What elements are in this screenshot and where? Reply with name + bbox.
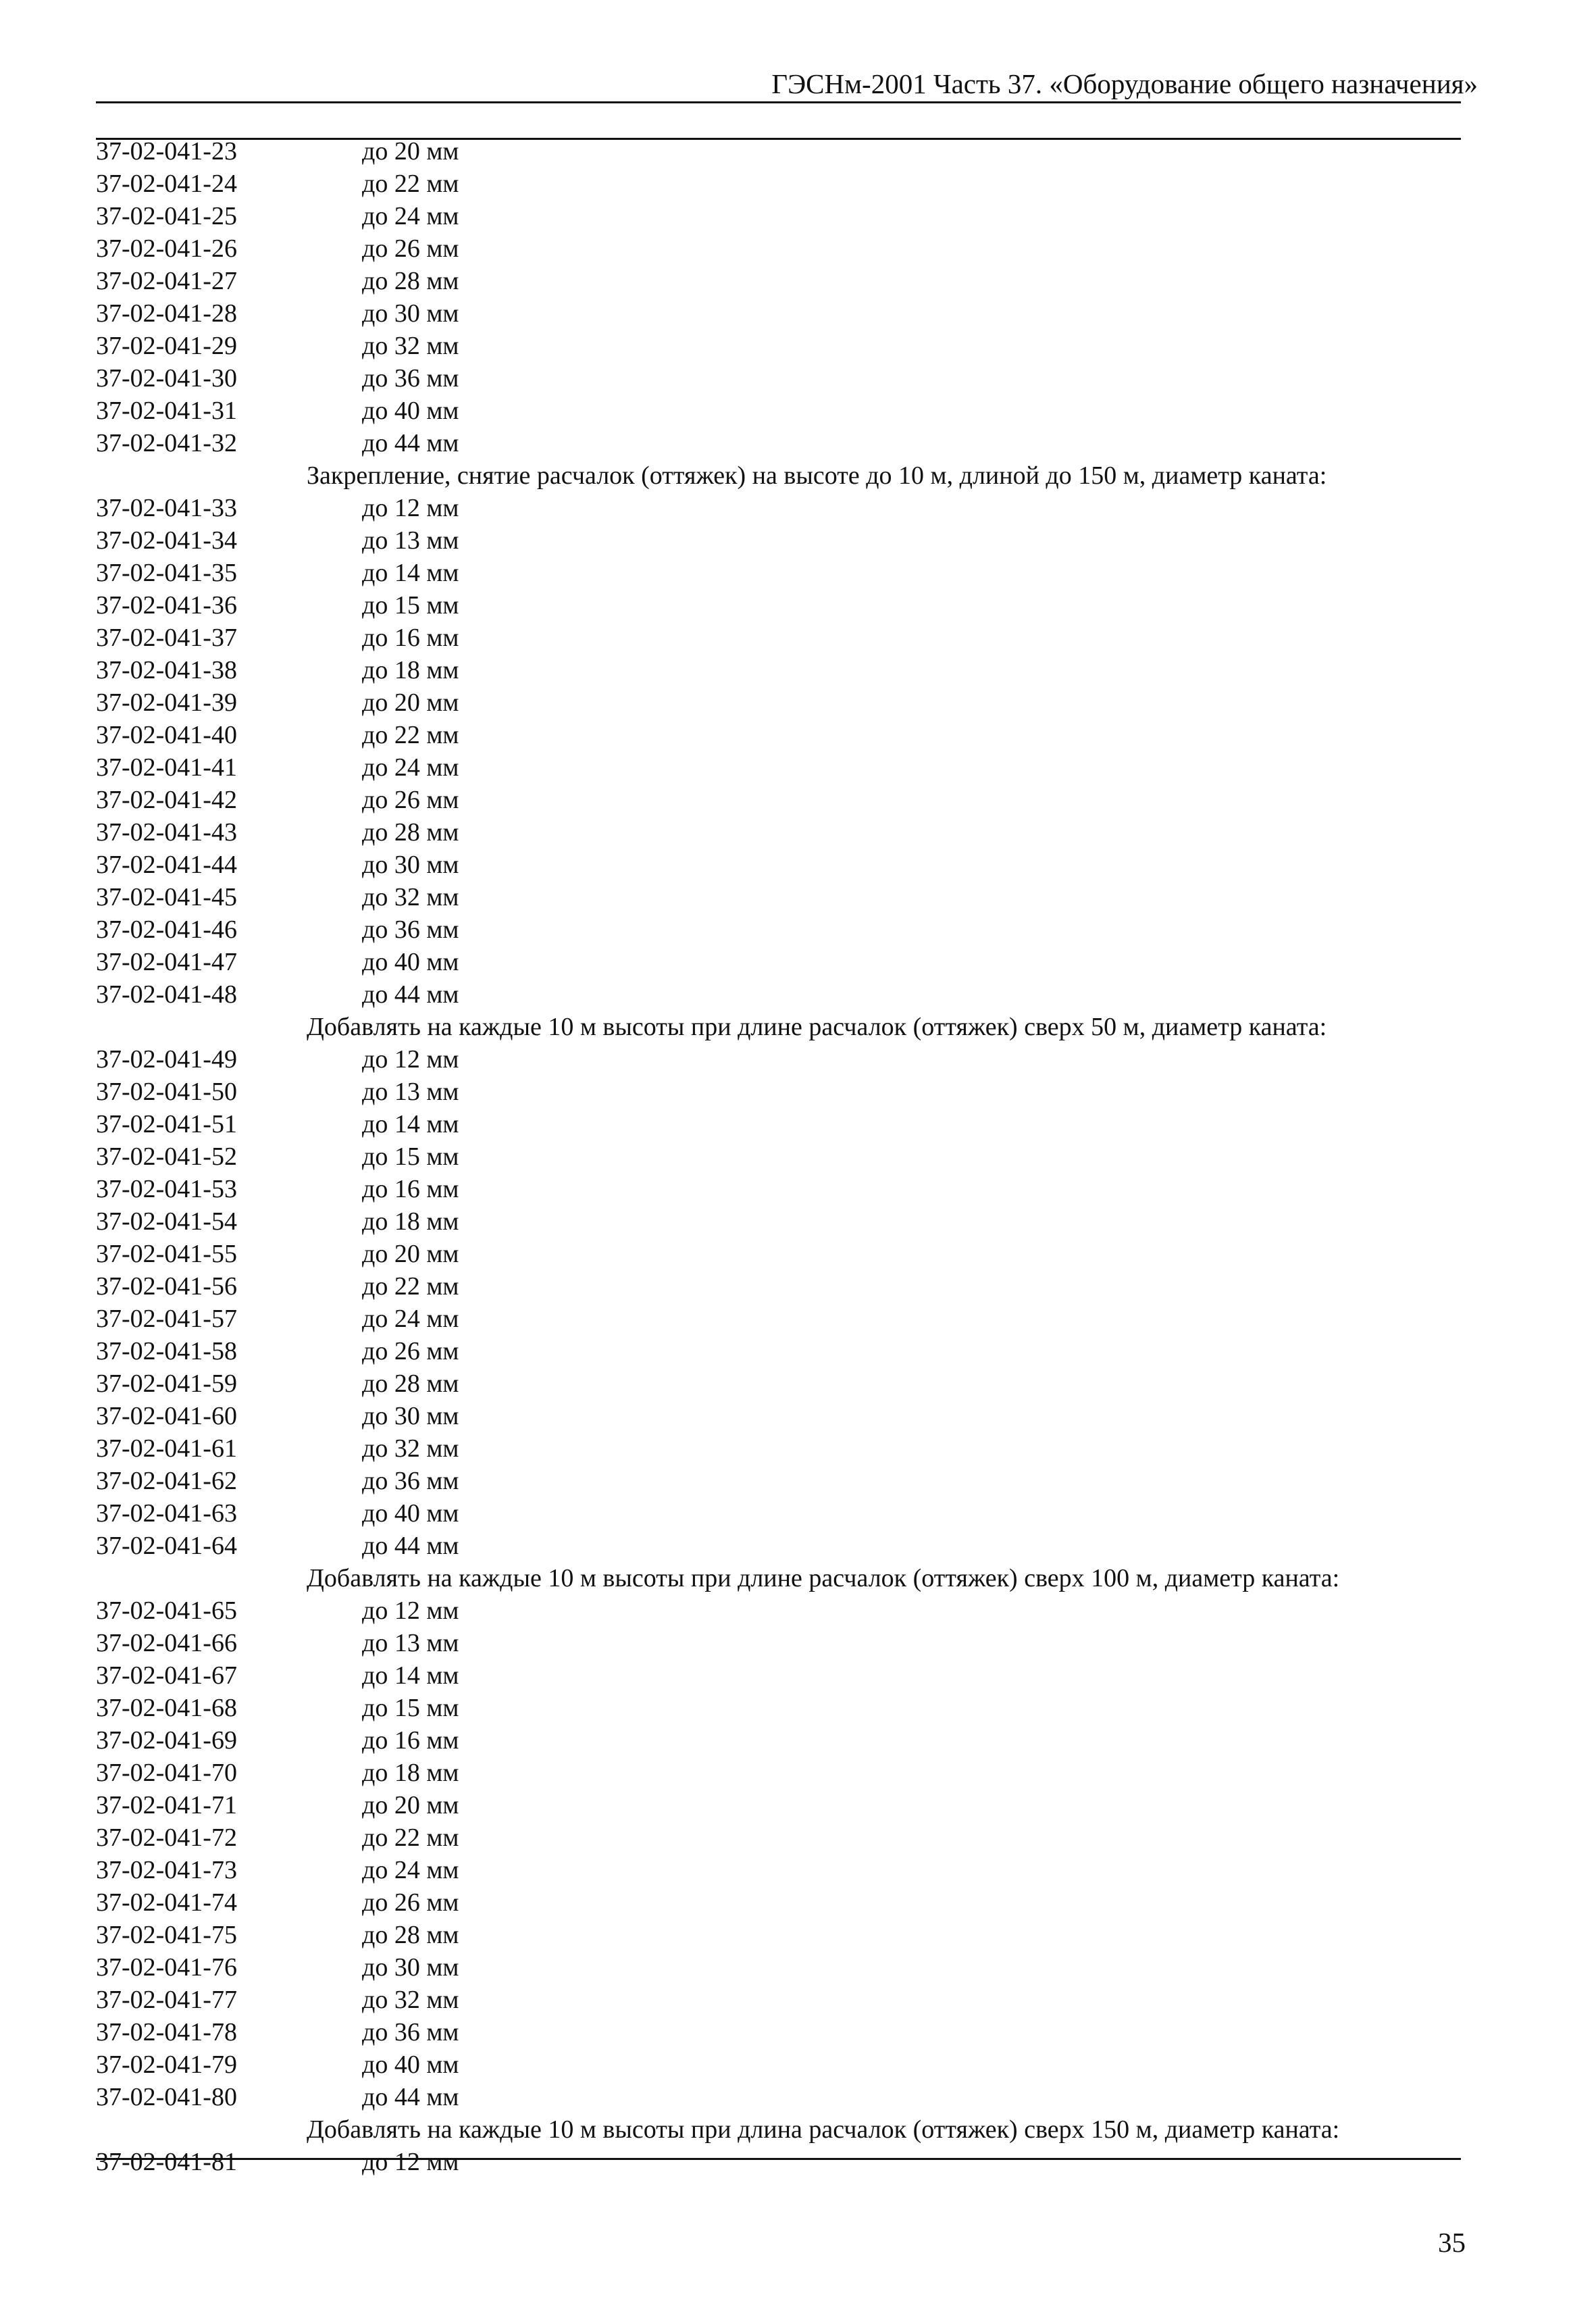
- rate-code: 37-02-041-68: [96, 1694, 237, 1722]
- table-row: [0, 1594, 1596, 1627]
- rate-description: до 24 мм: [362, 753, 459, 782]
- table-row: [0, 654, 1596, 686]
- rate-code: 37-02-041-65: [96, 1596, 237, 1625]
- table-row: [0, 719, 1596, 751]
- rate-description: до 18 мм: [362, 1207, 459, 1236]
- table-row: [0, 265, 1596, 297]
- table-row: [0, 1432, 1596, 1465]
- rate-code: 37-02-041-79: [96, 2051, 237, 2079]
- rate-code: 37-02-041-37: [96, 624, 237, 652]
- rate-code: 37-02-041-28: [96, 299, 237, 328]
- rate-code: 37-02-041-49: [96, 1045, 237, 1074]
- rate-description: до 26 мм: [362, 1888, 459, 1917]
- rate-code: 37-02-041-72: [96, 1823, 237, 1852]
- table-row: [0, 395, 1596, 427]
- rate-code: 37-02-041-47: [96, 948, 237, 976]
- rate-description: до 44 мм: [362, 429, 459, 457]
- page-header: ГЭСНм-2001 Часть 37. «Оборудование общего назначения»: [771, 68, 1478, 99]
- rate-code: 37-02-041-69: [96, 1726, 237, 1755]
- rate-code: 37-02-041-73: [96, 1856, 237, 1884]
- rate-description: до 40 мм: [362, 1499, 459, 1528]
- rate-code: 37-02-041-70: [96, 1759, 237, 1787]
- table-row: [0, 1886, 1596, 1919]
- rate-code: 37-02-041-26: [96, 234, 237, 263]
- rate-description: до 44 мм: [362, 980, 459, 1009]
- section-heading: Добавлять на каждые 10 м высоты при длина расчалок (оттяжек) сверх 150 м, диаметр каната:: [307, 2115, 1340, 2144]
- rate-description: до 13 мм: [362, 1078, 459, 1106]
- table-row: [0, 1854, 1596, 1886]
- table-row: [0, 1530, 1596, 1562]
- rate-code: 37-02-041-75: [96, 1921, 237, 1949]
- table-row: [0, 1984, 1596, 2016]
- table-row: [0, 2048, 1596, 2081]
- table-row: [0, 1205, 1596, 1238]
- table-row: [0, 168, 1596, 200]
- table-row: [0, 330, 1596, 362]
- rate-description: до 44 мм: [362, 1532, 459, 1560]
- table-row: [0, 1692, 1596, 1724]
- rate-description: до 22 мм: [362, 721, 459, 749]
- rate-description: до 26 мм: [362, 1337, 459, 1365]
- rate-description: до 28 мм: [362, 1921, 459, 1949]
- table-row: [0, 492, 1596, 524]
- rate-description: до 24 мм: [362, 1305, 459, 1333]
- rate-code: 37-02-041-56: [96, 1272, 237, 1301]
- rate-code: 37-02-041-38: [96, 656, 237, 684]
- rate-code: 37-02-041-30: [96, 364, 237, 393]
- table-row: [0, 946, 1596, 978]
- rate-code: 37-02-041-25: [96, 202, 237, 230]
- table-row: [0, 2016, 1596, 2048]
- rate-description: до 15 мм: [362, 591, 459, 620]
- table-row: [0, 1465, 1596, 1497]
- rate-code: 37-02-041-59: [96, 1369, 237, 1398]
- table-row: [0, 557, 1596, 589]
- rate-code: 37-02-041-42: [96, 786, 237, 814]
- table-row: [0, 1627, 1596, 1659]
- table-row: [0, 1238, 1596, 1270]
- table-row: [0, 816, 1596, 849]
- rate-description: до 40 мм: [362, 397, 459, 425]
- rate-code: 37-02-041-77: [96, 1986, 237, 2014]
- rate-code: 37-02-041-35: [96, 559, 237, 587]
- rate-code: 37-02-041-57: [96, 1305, 237, 1333]
- header-rule: [96, 101, 1461, 103]
- rate-code: 37-02-041-51: [96, 1110, 237, 1138]
- table-row: [0, 297, 1596, 330]
- rate-code: 37-02-041-45: [96, 883, 237, 911]
- table-row: [0, 1724, 1596, 1757]
- rate-code: 37-02-041-61: [96, 1434, 237, 1463]
- rate-code: 37-02-041-74: [96, 1888, 237, 1917]
- table-row: [0, 1400, 1596, 1432]
- table-row: [0, 1270, 1596, 1303]
- rate-code: 37-02-041-52: [96, 1142, 237, 1171]
- rate-description: до 13 мм: [362, 526, 459, 555]
- rate-code: 37-02-041-60: [96, 1402, 237, 1430]
- rate-code: 37-02-041-81: [96, 2148, 237, 2176]
- rate-code: 37-02-041-78: [96, 2018, 237, 2046]
- rate-code: 37-02-041-53: [96, 1175, 237, 1203]
- rate-description: до 13 мм: [362, 1629, 459, 1657]
- rate-description: до 15 мм: [362, 1694, 459, 1722]
- rate-description: до 36 мм: [362, 1467, 459, 1495]
- rate-description: до 24 мм: [362, 202, 459, 230]
- table-row: [0, 849, 1596, 881]
- rate-code: 37-02-041-63: [96, 1499, 237, 1528]
- section-heading: Закрепление, снятие расчалок (оттяжек) на высоте до 10 м, длиной до 150 м, диаметр каната:: [307, 461, 1327, 490]
- table-row: [0, 589, 1596, 622]
- table-row: [0, 135, 1596, 168]
- rate-description: до 20 мм: [362, 688, 459, 717]
- rate-description: до 30 мм: [362, 1402, 459, 1430]
- table-row: [0, 1043, 1596, 1076]
- rate-code: 37-02-041-41: [96, 753, 237, 782]
- table-row: [0, 427, 1596, 459]
- table-row: [0, 622, 1596, 654]
- rate-code: 37-02-041-66: [96, 1629, 237, 1657]
- table-row: [0, 1367, 1596, 1400]
- rate-code: 37-02-041-76: [96, 1953, 237, 1982]
- rate-description: до 26 мм: [362, 786, 459, 814]
- table-row: [0, 913, 1596, 946]
- rate-code: 37-02-041-55: [96, 1240, 237, 1268]
- rate-code: 37-02-041-33: [96, 494, 237, 522]
- table-row: [0, 1757, 1596, 1789]
- rate-description: до 32 мм: [362, 1986, 459, 2014]
- rate-code: 37-02-041-80: [96, 2083, 237, 2111]
- rate-code: 37-02-041-39: [96, 688, 237, 717]
- rate-code: 37-02-041-31: [96, 397, 237, 425]
- rate-code: 37-02-041-23: [96, 137, 237, 166]
- rate-description: до 40 мм: [362, 948, 459, 976]
- table-row: [0, 1497, 1596, 1530]
- rate-description: до 28 мм: [362, 818, 459, 847]
- rate-code: 37-02-041-71: [96, 1791, 237, 1819]
- rate-code: 37-02-041-44: [96, 851, 237, 879]
- rate-code: 37-02-041-36: [96, 591, 237, 620]
- rate-description: до 12 мм: [362, 1045, 459, 1074]
- table-row: [0, 1140, 1596, 1173]
- rate-code: 37-02-041-34: [96, 526, 237, 555]
- rate-description: до 24 мм: [362, 1856, 459, 1884]
- rate-code: 37-02-041-54: [96, 1207, 237, 1236]
- rate-code: 37-02-041-24: [96, 170, 237, 198]
- rate-description: до 26 мм: [362, 234, 459, 263]
- page-number: 35: [1438, 2227, 1466, 2258]
- rate-code: 37-02-041-46: [96, 915, 237, 944]
- rate-code: 37-02-041-62: [96, 1467, 237, 1495]
- rate-description: до 36 мм: [362, 2018, 459, 2046]
- table-row: [0, 2081, 1596, 2113]
- table-row: [0, 686, 1596, 719]
- rate-description: до 20 мм: [362, 1791, 459, 1819]
- rate-description: до 36 мм: [362, 915, 459, 944]
- rate-description: до 22 мм: [362, 1272, 459, 1301]
- table-row: [0, 1173, 1596, 1205]
- rate-code: 37-02-041-40: [96, 721, 237, 749]
- rate-description: до 14 мм: [362, 559, 459, 587]
- rate-description: до 16 мм: [362, 1726, 459, 1755]
- rate-code: 37-02-041-58: [96, 1337, 237, 1365]
- table-row: [0, 751, 1596, 784]
- table-row: [0, 1303, 1596, 1335]
- rate-code: 37-02-041-32: [96, 429, 237, 457]
- table-row: [0, 200, 1596, 232]
- table-row: [0, 1951, 1596, 1984]
- table-row: [0, 362, 1596, 395]
- rate-description: до 40 мм: [362, 2051, 459, 2079]
- section-heading: Добавлять на каждые 10 м высоты при длине расчалок (оттяжек) сверх 100 м, диаметр каната:: [307, 1564, 1340, 1592]
- section-heading-row: [0, 1011, 1596, 1043]
- rate-description: до 30 мм: [362, 299, 459, 328]
- rate-description: до 14 мм: [362, 1110, 459, 1138]
- rate-description: до 16 мм: [362, 1175, 459, 1203]
- table-row: [0, 881, 1596, 913]
- table-row: [0, 1659, 1596, 1692]
- section-heading-row: [0, 2113, 1596, 2146]
- table-row: [0, 1919, 1596, 1951]
- rate-description: до 12 мм: [362, 494, 459, 522]
- section-heading: Добавлять на каждые 10 м высоты при длине расчалок (оттяжек) сверх 50 м, диаметр каната:: [307, 1013, 1327, 1041]
- table-row: [0, 1335, 1596, 1367]
- table-bottom-rule: [96, 2158, 1461, 2160]
- rate-description: до 28 мм: [362, 1369, 459, 1398]
- rate-description: до 32 мм: [362, 332, 459, 360]
- table-row: [0, 232, 1596, 265]
- rate-code: 37-02-041-29: [96, 332, 237, 360]
- rates-table: [0, 135, 1596, 2178]
- rate-description: до 12 мм: [362, 1596, 459, 1625]
- rate-description: до 32 мм: [362, 883, 459, 911]
- rate-code: 37-02-041-48: [96, 980, 237, 1009]
- table-row: [0, 784, 1596, 816]
- rate-code: 37-02-041-50: [96, 1078, 237, 1106]
- rate-description: до 20 мм: [362, 137, 459, 166]
- rate-description: до 22 мм: [362, 1823, 459, 1852]
- rate-description: до 18 мм: [362, 656, 459, 684]
- rate-code: 37-02-041-27: [96, 267, 237, 295]
- rate-description: до 16 мм: [362, 624, 459, 652]
- table-row: [0, 524, 1596, 557]
- rate-code: 37-02-041-64: [96, 1532, 237, 1560]
- rate-description: до 12 мм: [362, 2148, 459, 2176]
- rate-description: до 28 мм: [362, 267, 459, 295]
- table-row: [0, 1789, 1596, 1821]
- rate-description: до 30 мм: [362, 851, 459, 879]
- rate-description: до 18 мм: [362, 1759, 459, 1787]
- rate-description: до 30 мм: [362, 1953, 459, 1982]
- rate-description: до 44 мм: [362, 2083, 459, 2111]
- rate-description: до 36 мм: [362, 364, 459, 393]
- rate-description: до 20 мм: [362, 1240, 459, 1268]
- rate-description: до 14 мм: [362, 1661, 459, 1690]
- rate-description: до 15 мм: [362, 1142, 459, 1171]
- section-heading-row: [0, 459, 1596, 492]
- rate-description: до 32 мм: [362, 1434, 459, 1463]
- table-row: [0, 2146, 1596, 2178]
- table-row: [0, 978, 1596, 1011]
- rate-code: 37-02-041-67: [96, 1661, 237, 1690]
- rate-description: до 22 мм: [362, 170, 459, 198]
- table-row: [0, 1108, 1596, 1140]
- table-row: [0, 1076, 1596, 1108]
- table-row: [0, 1821, 1596, 1854]
- section-heading-row: [0, 1562, 1596, 1594]
- rate-code: 37-02-041-43: [96, 818, 237, 847]
